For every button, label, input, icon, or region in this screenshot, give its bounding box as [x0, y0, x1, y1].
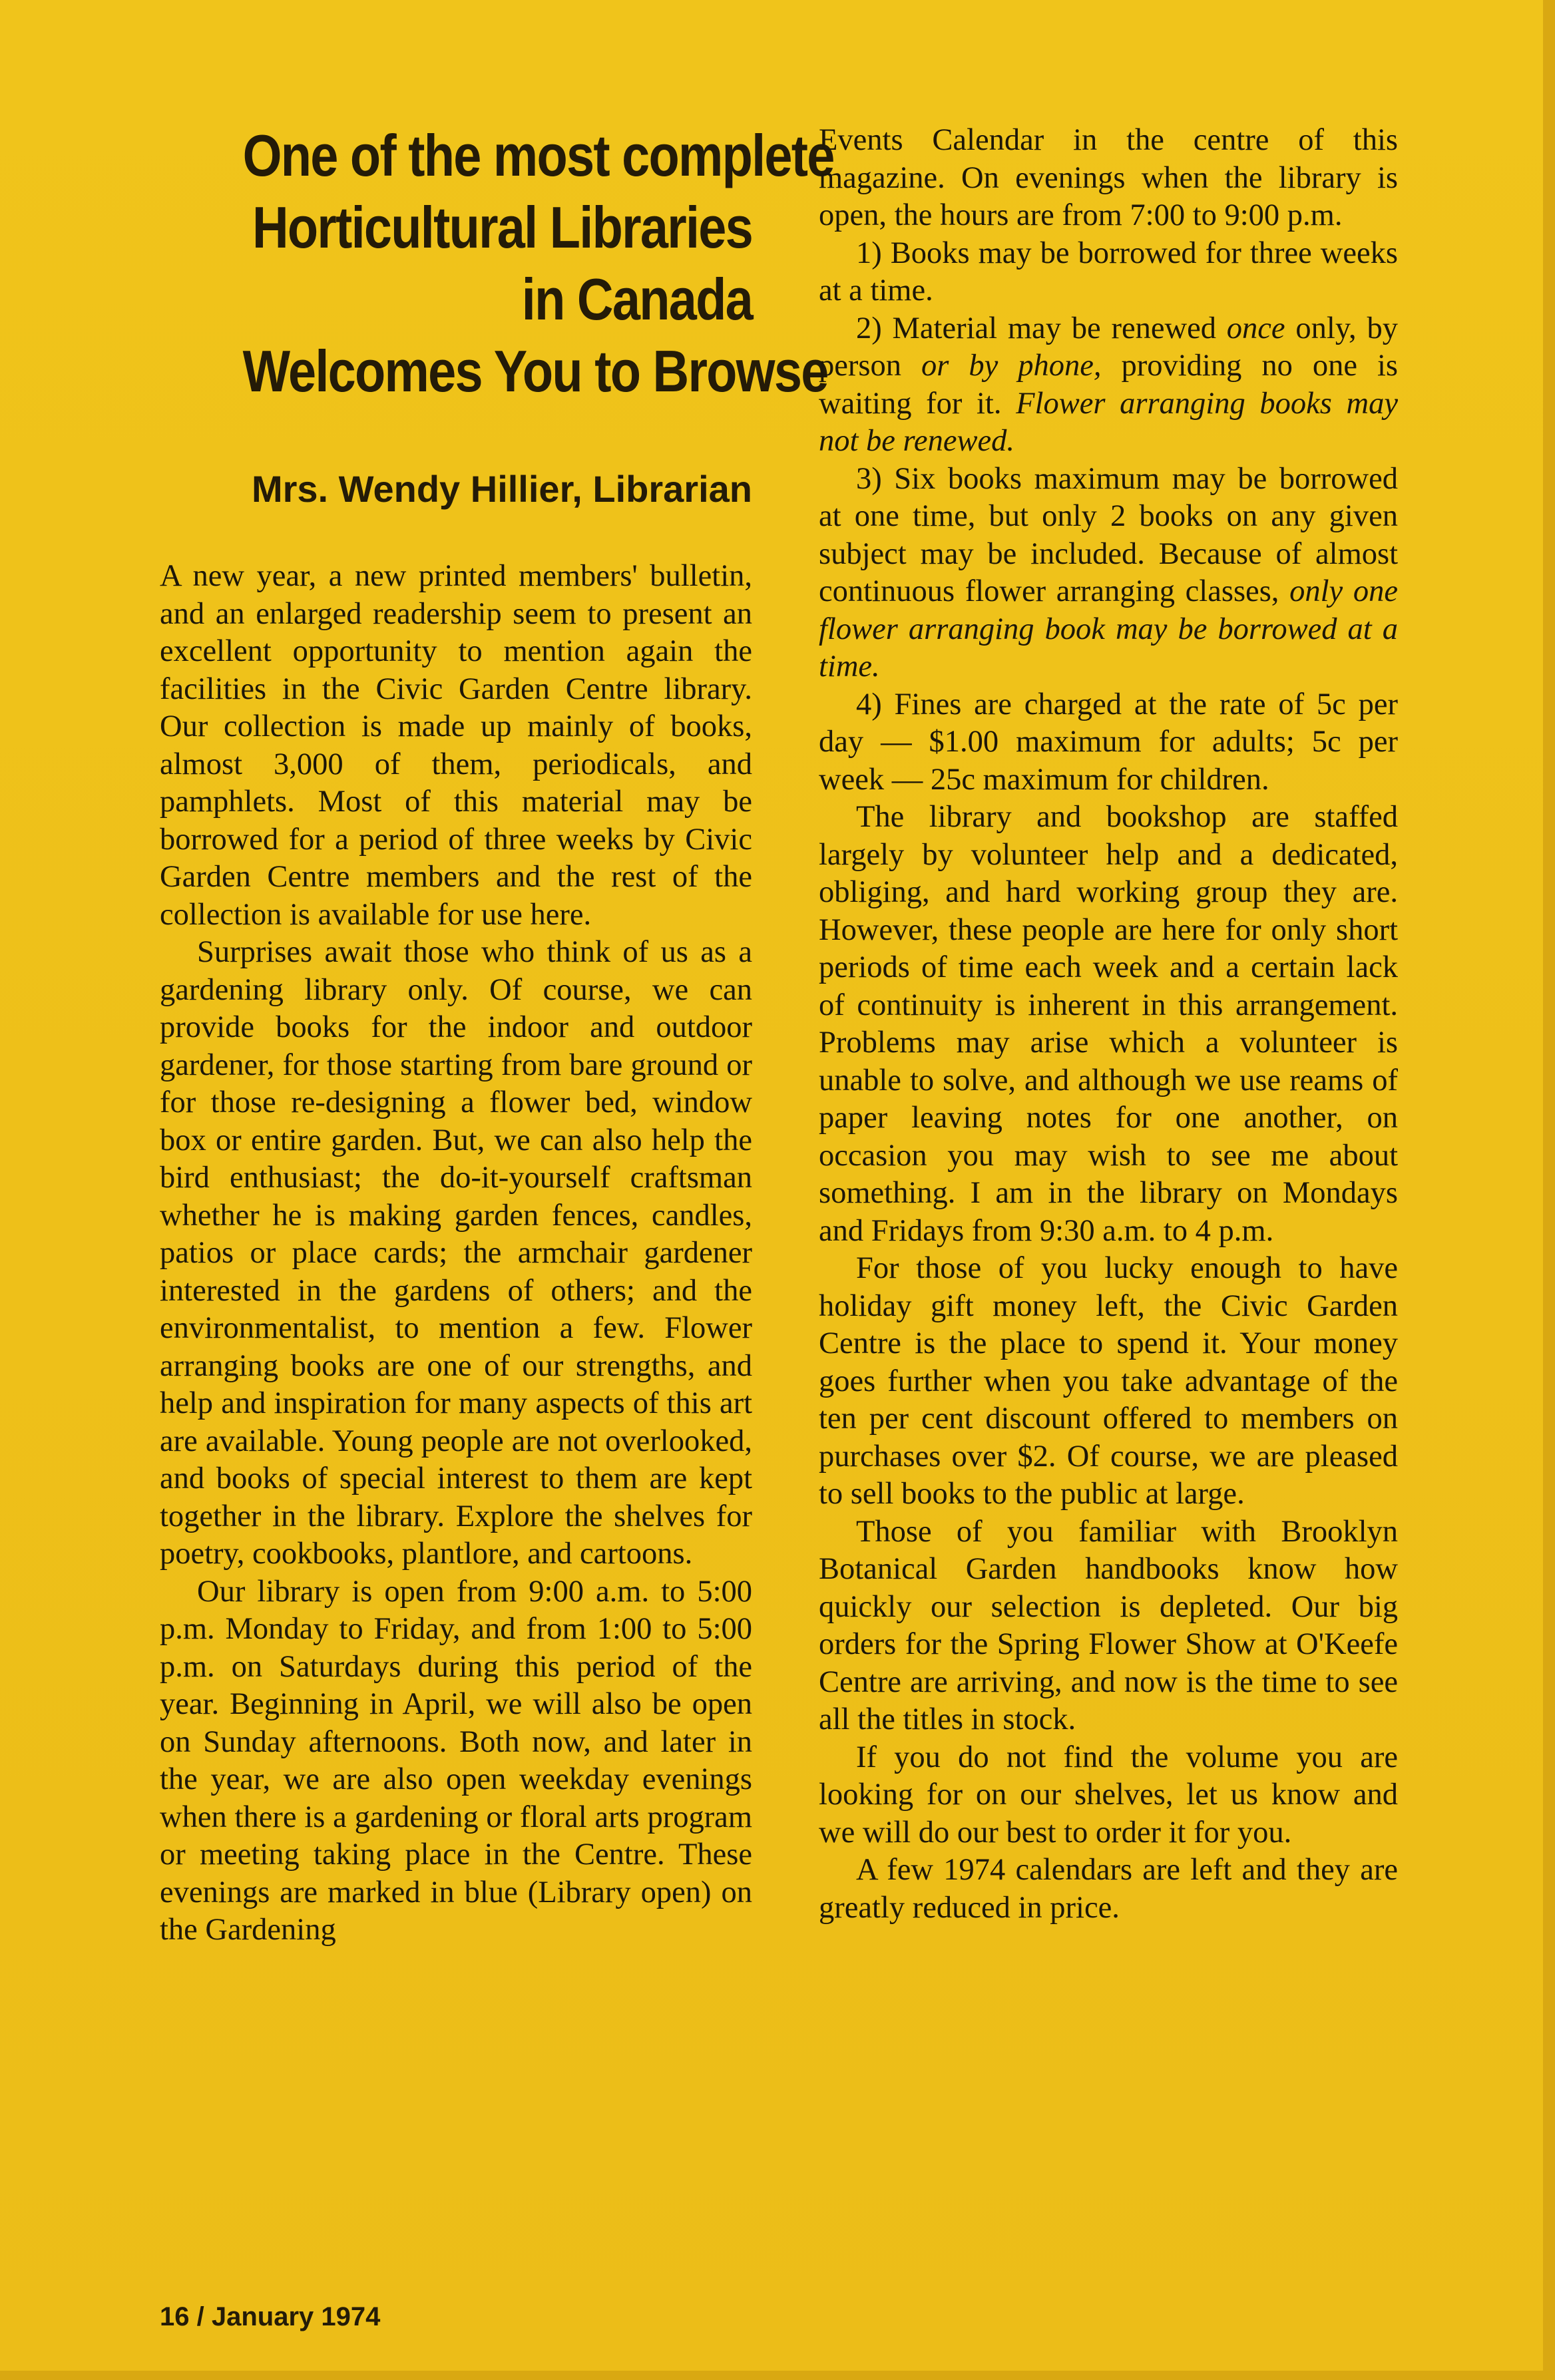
- paragraph-calendar: Events Calendar in the centre of this magazine. On evenings when the library is open, the hours are from 7:00 to 9:00 p.m.: [819, 123, 1398, 232]
- rule-4-fines: 4) Fines are charged at the rate of 5c per day — $1.00 maximum for adults; 5c per week — 25c maximum for children.: [819, 687, 1398, 797]
- paragraph-brooklyn: Those of you familiar with Brooklyn Botanical Garden handbooks know how quickly our selection is depleted. Our big orders for the Spring Flower Show at O'Keefe Centre are arriving, and now is the time to see all the titles in stock.: [819, 1514, 1398, 1736]
- rule-2-emphasis-flower: Flower arranging books may not be renewed.: [819, 386, 1398, 458]
- rule-2-emphasis-phone: or by phone,: [921, 349, 1102, 383]
- headline-line-2: Horticultural Libraries: [252, 194, 753, 260]
- article-byline: Mrs. Wendy Hillier, Librarian: [251, 468, 752, 510]
- article-headline: [242, 120, 834, 407]
- rule-2-renewal: [819, 310, 1398, 461]
- rule-3-emphasis: only one flower arranging book may be borrowed at a time.: [819, 574, 1398, 684]
- paragraph-hours: Our library is open from 9:00 a.m. to 5:00 p.m. Monday to Friday, and from 1:00 to 5:00 p.m. on Saturdays during this period of the year. Beginning in April, we will also be open on Sunday afternoons. Both now, and later in the year, we are also open weekday evenings when there is a gardening or floral arts program or meeting taking place in the Centre. These evenings are marked in blue (Library open) on the Gardening: [160, 1574, 752, 1947]
- rule-3-maximum: [819, 461, 1398, 686]
- rule-2-text-a: 2) Material may be renewed: [856, 311, 1227, 345]
- rule-2-text-c: only, by person: [819, 311, 1398, 383]
- page-folio: 16 / January 1974: [160, 2302, 381, 2331]
- page-edge-bottom: [0, 2371, 1555, 2380]
- article-column-right: [819, 122, 1398, 1927]
- paragraph-order: If you do not find the volume you are looking for on our shelves, let us know and we will do our best to order it for you.: [819, 1740, 1398, 1850]
- rule-2-emphasis-once: once: [1226, 311, 1285, 345]
- paragraph-surprises: Surprises await those who think of us as a gardening library only. Of course, we can provide books for the indoor and outdoor gardener, for those starting from bare ground or for those re-designing a flower bed, window box or entire garden. But, we can also help the bird enthusiast; the do-it-yourself craftsman whether he is making garden fences, candles, patios or place cards; the armchair gardener interested in the gardens of others; and the environmentalist, to mention a few. Flower arranging books are one of our strengths, and help and inspiration for many aspects of this art are available. Young people are not overlooked, and books of special interest to them are kept together in the library. Explore the shelves for poetry, cookbooks, plantlore, and cartoons.: [160, 935, 752, 1571]
- rule-1-borrow: 1) Books may be borrowed for three weeks at a time.: [819, 236, 1398, 307]
- article-column-left: [160, 558, 752, 1949]
- page-edge-right: [1543, 0, 1555, 2380]
- headline-line-4: Welcomes You to Browse: [242, 338, 828, 404]
- paragraph-intro: A new year, a new printed members' bulletin, and an enlarged readership seem to present an excellent opportunity to mention again the facilities in the Civic Garden Centre library. Our collection is made up mainly of books, almost 3,000 of them, periodicals, and pamphlets. Most of this material may be borrowed for a period of three weeks by Civic Garden Centre members and the rest of the collection is available for use here.: [160, 559, 752, 932]
- paragraph-calendars: A few 1974 calendars are left and they are greatly reduced in price.: [819, 1853, 1398, 1925]
- headline-line-3: in Canada: [521, 266, 752, 332]
- rule-3-text-a: 3) Six books maximum may be borrowed at one time, but only 2 books on any given subject may be included. Because of almost continuous flower arranging classes,: [819, 461, 1398, 608]
- paragraph-volunteers: The library and bookshop are staffed largely by volunteer help and a dedicated, obliging, and hard working group they are. However, these people are here for only short periods of time each week and a certain lack of continuity is inherent in this arrangement. Problems may arise which a volunteer is unable to solve, and although we use reams of paper leaving notes for one another, on occasion you may wish to see me about something. I am in the library on Mondays and Fridays from 9:30 a.m. to 4 p.m.: [819, 800, 1398, 1248]
- rule-2-text-e: providing no one is waiting for it.: [819, 349, 1398, 421]
- paragraph-gift-money: For those of you lucky enough to have holiday gift money left, the Civic Garden Centre is the place to spend it. Your money goes further when you take advantage of the ten per cent discount offered to members on purchases over $2. Of course, we are pleased to sell books to the public at large.: [819, 1251, 1398, 1511]
- headline-line-1: One of the most complete: [242, 122, 834, 188]
